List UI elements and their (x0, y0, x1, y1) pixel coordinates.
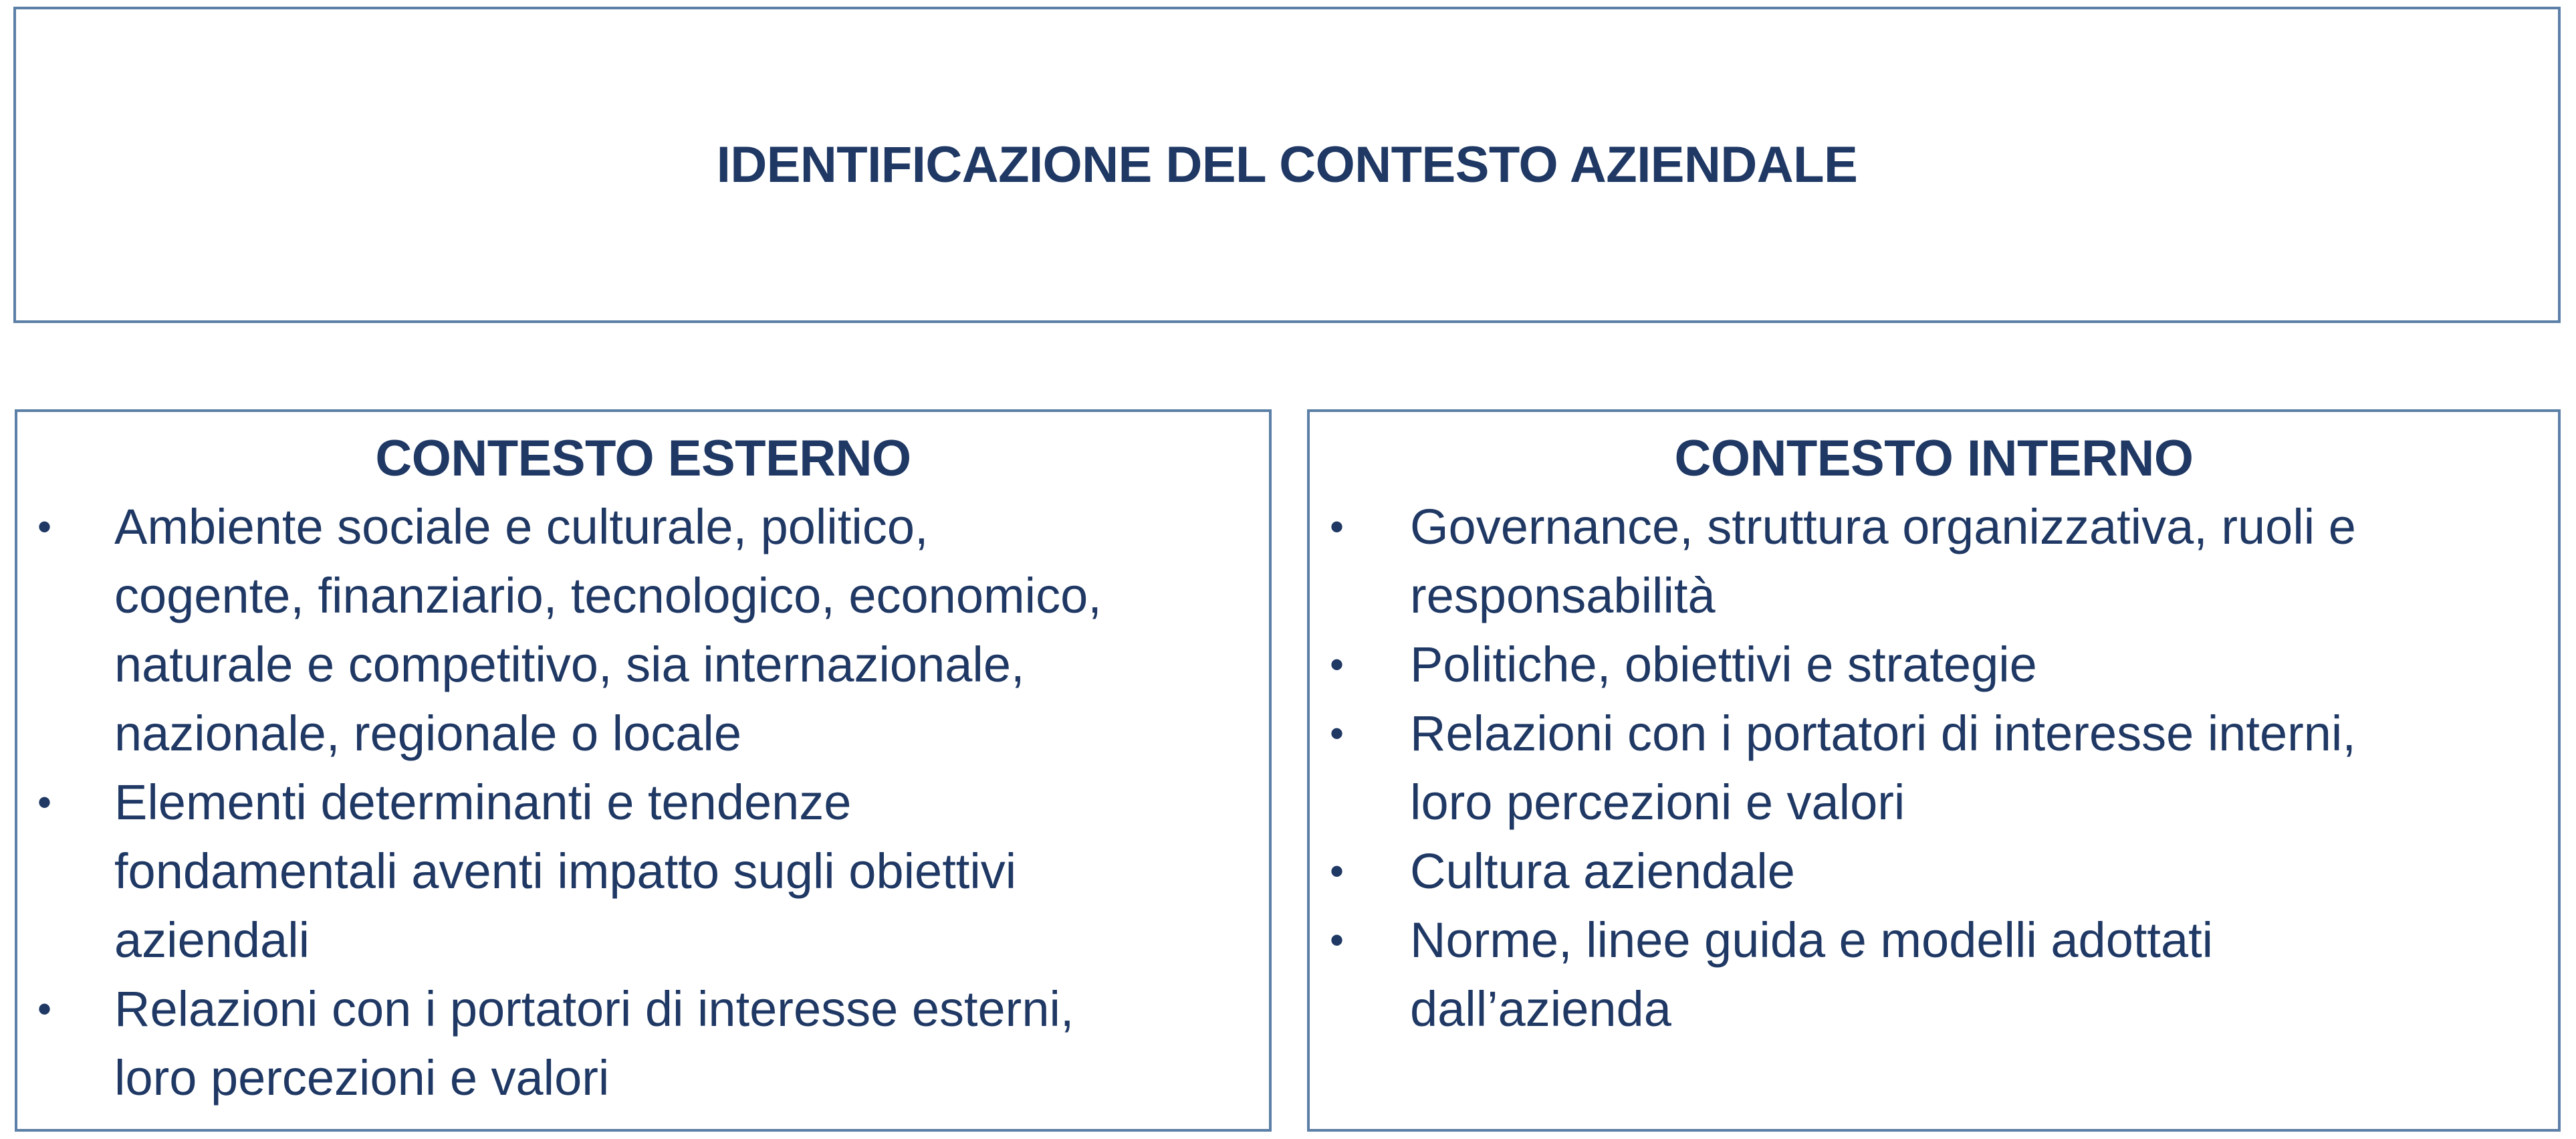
bullet-icon: • (1330, 918, 1344, 962)
bullet-icon: • (1330, 711, 1344, 756)
internal-item-3-line-1: Relazioni con i portatori di interesse interni, (1410, 706, 2356, 761)
internal-item-5-line-1: Norme, linee guida e modelli adottati (1410, 912, 2214, 968)
bullet-icon: • (1330, 849, 1344, 894)
internal-item-1-line-2: responsabilità (1410, 568, 1716, 623)
internal-item-5 (1310, 906, 2558, 1043)
internal-item-1 (1310, 492, 2558, 630)
internal-item-4 (1310, 837, 2558, 906)
internal-item-2-line-1: Politiche, obiettivi e strategie (1410, 637, 2037, 692)
bullet-icon: • (37, 987, 52, 1031)
internal-context-list (1310, 492, 2558, 1043)
external-item-2-line-3: aziendali (114, 912, 310, 968)
internal-context-box (1307, 409, 2561, 1132)
bullet-icon: • (1330, 504, 1344, 549)
internal-item-5-line-2: dall’azienda (1410, 981, 1671, 1037)
external-item-2-line-2: fondamentali aventi impatto sugli obiettivi (114, 843, 1017, 899)
external-context-box (15, 409, 1272, 1132)
external-item-2-line-1: Elementi determinanti e tendenze (114, 774, 852, 830)
external-item-1-line-1: Ambiente sociale e culturale, politico, (114, 499, 929, 554)
title-box (13, 7, 2561, 323)
external-item-3-line-2: loro percezioni e valori (114, 1050, 610, 1106)
internal-item-1-line-1: Governance, struttura organizzativa, ruoli e (1410, 499, 2356, 554)
internal-item-4-line-1: Cultura aziendale (1410, 843, 1795, 899)
internal-item-3 (1310, 699, 2558, 837)
external-item-3 (17, 974, 1269, 1112)
internal-item-2 (1310, 630, 2558, 699)
diagram-title: IDENTIFICAZIONE DEL CONTESTO AZIENDALE (716, 136, 1858, 193)
external-item-3-line-1: Relazioni con i portatori di interesse esterni, (114, 981, 1074, 1037)
external-item-2 (17, 768, 1269, 974)
external-context-heading: CONTESTO ESTERNO (375, 430, 911, 487)
bullet-icon: • (1330, 642, 1344, 687)
bullet-icon: • (37, 780, 52, 825)
external-item-1-line-3: naturale e competitivo, sia internazionale, (114, 637, 1025, 692)
external-context-list (17, 492, 1269, 1112)
external-item-1-line-4: nazionale, regionale o locale (114, 706, 742, 761)
internal-context-heading: CONTESTO INTERNO (1674, 430, 2194, 487)
bullet-icon: • (37, 504, 52, 549)
external-item-1-line-2: cogente, finanziario, tecnologico, economico, (114, 568, 1102, 623)
internal-item-3-line-2: loro percezioni e valori (1410, 774, 1905, 830)
external-item-1 (17, 492, 1269, 768)
